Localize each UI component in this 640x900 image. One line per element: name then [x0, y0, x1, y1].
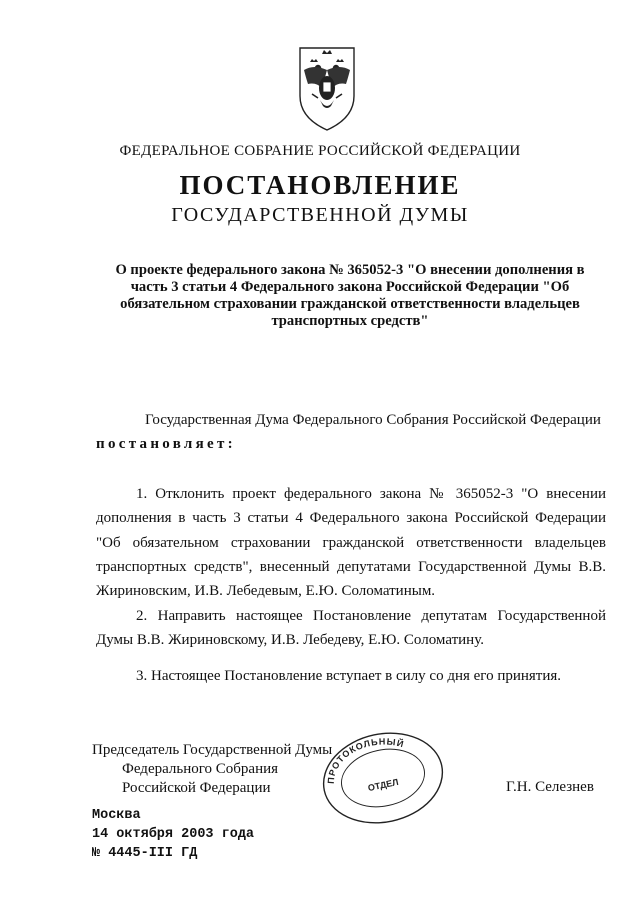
signatory-title	[92, 741, 332, 798]
document-footer	[92, 806, 254, 863]
stamp-ring-text: ПРОТОКОЛЬНЫЙ	[325, 736, 406, 785]
footer-city: Москва	[92, 808, 141, 823]
document-title: ПОСТАНОВЛЕНИЕ	[179, 170, 461, 200]
stamp-center-text: ОТДЕЛ	[366, 776, 400, 794]
signatory-line-1: Председатель Государственной Думы	[92, 742, 333, 758]
paragraph-3: 3. Настоящее Постановление вступает в силу со дня его принятия.	[136, 668, 562, 684]
document-subject: О проекте федерального закона № 365052-3 "О внесении дополнения в часть 3 статьи 4 Федерального закона Российской Федерации "Об обязательном страховании гражданской ответственности владельцев транспортных средств"	[115, 262, 585, 329]
resolves-label: постановляет:	[96, 436, 236, 452]
signatory-line-2: Федерального Собрания	[122, 761, 279, 777]
document-subtitle: ГОСУДАРСТВЕННОЙ ДУМЫ	[171, 204, 469, 226]
footer-date: 14 октября 2003 года	[92, 827, 255, 842]
signatory-name: Г.Н. Селезнев	[506, 779, 594, 795]
official-stamp	[318, 728, 448, 826]
paragraph-1: 1. Отклонить проект федерального закона № 365052-3 "О внесении дополнения в часть 3 статьи 4 Федерального закона Российской Федерации "Об обязательном страховании гражданской ответственности владельцев транспортных средств", внесенный депутатами Государственной Думы В.В. Жириновским, И.В. Лебедевым, Е.Ю. Соломатиным.	[96, 486, 606, 600]
footer-number: № 4445-III ГД	[92, 846, 198, 861]
assembly-name: ФЕДЕРАЛЬНОЕ СОБРАНИЕ РОССИЙСКОЙ ФЕДЕРАЦИИ	[119, 143, 521, 159]
coat-of-arms-emblem	[296, 44, 358, 132]
signatory-line-3: Российской Федерации	[122, 780, 271, 796]
paragraph-2: 2. Направить настоящее Постановление депутатам Государственной Думы В.В. Жириновскому, И.В. Лебедеву, Е.Ю. Соломатину.	[96, 608, 606, 649]
preamble: Государственная Дума Федерального Собрания Российской Федерации	[145, 412, 601, 428]
